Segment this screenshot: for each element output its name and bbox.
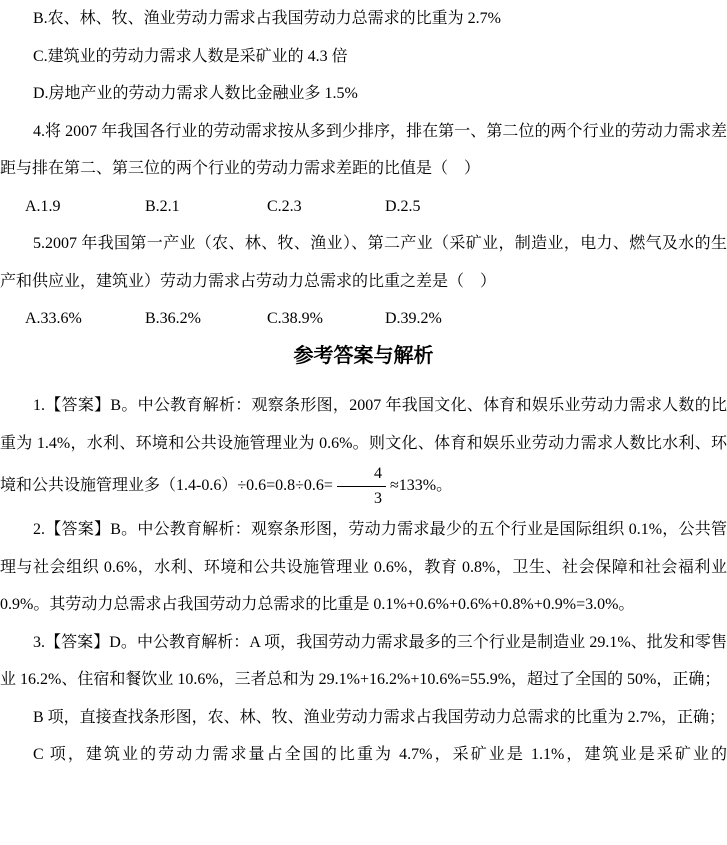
question3-option-c: C.建筑业的劳动力需求人数是采矿业的 4.3 倍 <box>33 47 348 65</box>
answers-heading: 参考答案与解析 <box>293 344 434 367</box>
question5-option-b: B.36.2% <box>145 310 201 327</box>
answer1-paragraph <box>0 387 727 511</box>
question5-option-a: A.33.6% <box>25 310 82 327</box>
question4-option-a: A.1.9 <box>25 197 61 215</box>
question4-option-c: C.2.3 <box>267 197 302 215</box>
question3-option-d: D.房地产业的劳动力需求人数比金融业多 1.5% <box>33 85 358 102</box>
question3-option-b: B.农、林、牧、渔业劳动力需求占我国劳动力总需求的比重为 2.7% <box>33 10 502 27</box>
answer3-paragraph-a: 3.【答案】D。中公教育解析：A 项，我国劳动力需求最多的三个行业是制造业 29.1%、批发和零售业 16.2%、住宿和餐饮业 10.6%，三者总和为 29.1%+16.2%+10.6%=55.9%，超过了全国的 50%，正确； <box>0 633 727 688</box>
answer3-paragraph-c: C 项，建筑业的劳动力需求量占全国的比重为 4.7%，采矿业是 1.1%，建筑业是采矿业的 <box>33 746 727 763</box>
fraction-numerator: 4 <box>337 462 386 487</box>
question5-option-c: C.38.9% <box>267 310 323 327</box>
answer1-text: 1.【答案】B。中公教育解析：观察条形图，2007 年我国文化、体育和娱乐业劳动力需求人数的比重为 1.4%，水利、环境和公共设施管理业为 0.6%。则文化、体育和娱乐业劳动力需求人数比水利、环境和公共设施管理业多（1.4-0.6）÷0.6=0.8÷0.6= <box>0 397 727 495</box>
answer2-paragraph: 2.【答案】B。中公教育解析：观察条形图，劳动力需求最少的五个行业是国际组织 0.1%，公共管理与社会组织 0.6%，水利、环境和公共设施管理业 0.6%，教育 0.8%，卫生、社会保障和社会福利业 0.9%。其劳动力总需求占我国劳动力总需求的比重是 0.1%+0.6%+0.6%+0.8%+0.9%=3.0%。 <box>0 521 727 613</box>
question4-option-b: B.2.1 <box>145 197 180 215</box>
question4-options-row <box>0 188 727 226</box>
answer3-paragraph-b: B 项，直接查找条形图，农、林、牧、渔业劳动力需求占我国劳动力总需求的比重为 2.7%，正确； <box>33 708 726 726</box>
fraction-four-thirds <box>337 462 386 511</box>
answer1-text-after: ≈133%。 <box>389 477 453 495</box>
question5-stem: 5.2007 年我国第一产业（农、林、牧、渔业）、第二产业（采矿业，制造业，电力、燃气及水的生产和供应业，建筑业）劳动力需求占劳动力总需求的比重之差是（ ） <box>0 235 727 290</box>
question4-stem: 4.将 2007 年我国各行业的劳动需求按从多到少排序，排在第一、第二位的两个行业的劳动力需求差距与排在第二、第三位的两个行业的劳动力需求差距的比值是（ ） <box>0 122 727 177</box>
question5-option-d: D.39.2% <box>385 310 442 327</box>
fraction-denominator: 3 <box>373 490 382 507</box>
question4-option-d: D.2.5 <box>385 197 421 215</box>
question5-options-row <box>0 300 727 338</box>
